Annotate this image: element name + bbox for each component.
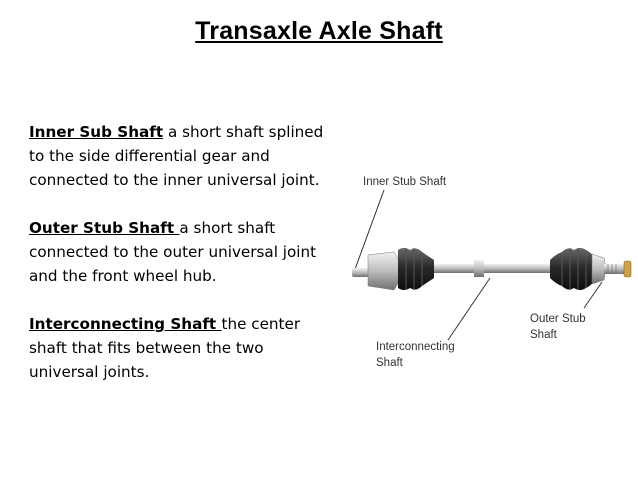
hub-nut (624, 261, 631, 277)
leader-interconnecting (448, 278, 490, 340)
term-inner-stub: Inner Sub Shaft (29, 123, 164, 141)
definition-interconnecting (29, 312, 329, 384)
definitions-list (29, 120, 329, 408)
definition-inner-stub (29, 120, 329, 192)
label-interconnecting-1: Interconnecting (376, 341, 455, 353)
inner-cv-housing (368, 252, 400, 290)
label-interconnecting-2: Shaft (376, 357, 403, 369)
desc-inner-stub: a short shaft splined to the side differential gear and connected to the inner universal joint. (29, 123, 324, 189)
inner-boot (398, 248, 434, 290)
slide-title: Transaxle Axle Shaft (195, 17, 443, 45)
label-outer-stub-1: Outer Stub (530, 313, 586, 325)
desc-outer-stub: a short shaft connected to the outer universal joint and the front wheel hub. (29, 219, 317, 285)
definition-outer-stub (29, 216, 329, 288)
axle-shaft-illustration (340, 160, 638, 380)
term-interconnecting: Interconnecting Shaft (29, 315, 222, 333)
desc-interconnecting: the center shaft that fits between the two universal joints. (29, 315, 301, 381)
term-outer-stub: Outer Stub Shaft (29, 219, 180, 237)
axle-shaft-diagram (340, 160, 638, 380)
outer-cv-housing (592, 254, 606, 284)
outer-boot (550, 248, 594, 290)
interconnecting-shaft-shape (432, 264, 550, 273)
outer-stub-shape (604, 264, 626, 274)
label-outer-stub-2: Shaft (530, 329, 557, 341)
label-inner-stub: Inner Stub Shaft (363, 176, 447, 188)
